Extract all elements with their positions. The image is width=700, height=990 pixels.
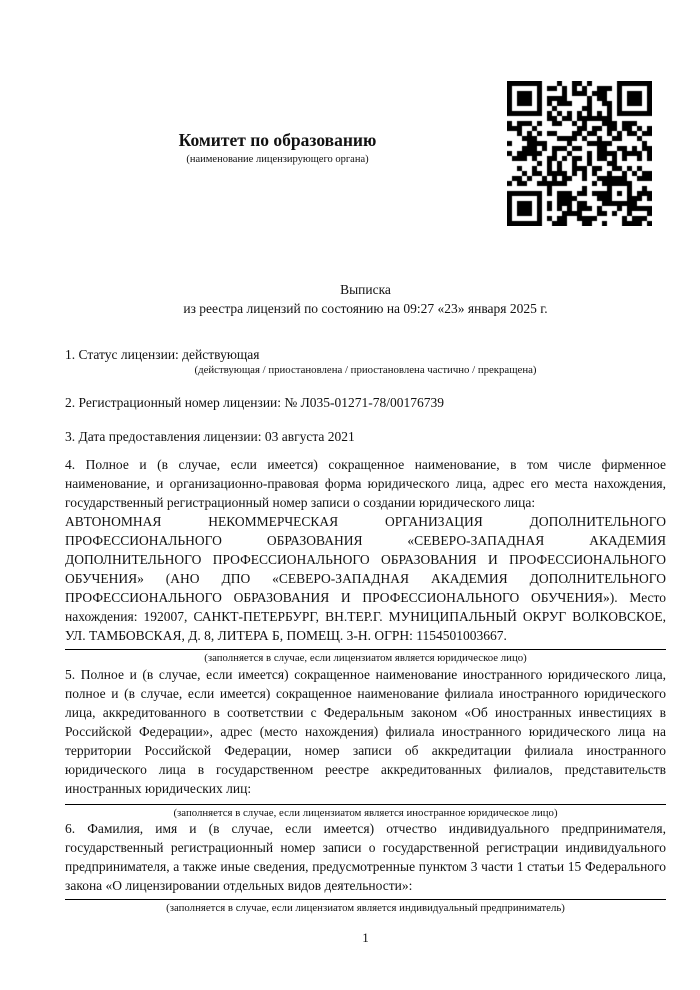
legal-entity-intro: 4. Полное и (в случае, если имеется) сокращенное наименование, в том числе фирменное наименование, и организационно-правовая форма юридического лица, адрес его места нахождения, государственный регистрационный номер записи о создании юридического лица: <box>65 457 666 510</box>
licensing-authority-name: Комитет по образованию <box>178 130 377 150</box>
individual-entrepreneur-caption: (заполняется в случае, если лицензиатом является индивидуальный предприниматель) <box>166 902 565 914</box>
section-registration-number <box>65 393 666 412</box>
divider-line <box>65 804 666 805</box>
license-status-line: 1. Статус лицензии: действующая <box>65 347 260 362</box>
qr-code-canvas <box>507 81 652 226</box>
license-status-options-caption: (действующая / приостановлена / приостановлена частично / прекращена) <box>194 364 537 376</box>
section-foreign-entity <box>65 665 666 820</box>
divider-line <box>65 899 666 900</box>
individual-entrepreneur-text: 6. Фамилия, имя и (в случае, если имеется) отчество индивидуального предпринимателя, государственный регистрационный номер записи о государственной регистрации индивидуального предпринимателя, а также иные сведения, предусмотренные пунктом 3 части 1 статьи 15 Федерального закона «О лицензировании отдельных видов деятельности»: <box>65 821 666 893</box>
document-subtitle: из реестра лицензий по состоянию на 09:27 «23» января 2025 г. <box>183 301 548 316</box>
foreign-entity-text: 5. Полное и (в случае, если имеется) сокращенное наименование иностранного юридического лица, полное и (в случае, если имеется) сокращенное наименование филиала иностранного юридического лица, аккредитованного в соответствии с Федеральным законом «Об иностранных инвестициях в Российской Федерации», адрес (место нахождения) филиала иностранного юридического лица на территории Российской Федерации, номер записи об аккредитации филиала иностранного юридического лица в государственном реестре аккредитованных филиалов, представительств иностранных юридических лиц: <box>65 667 666 796</box>
foreign-entity-caption: (заполняется в случае, если лицензиатом является иностранное юридическое лицо) <box>173 807 558 819</box>
licensing-authority-caption: (наименование лицензирующего органа) <box>186 154 369 165</box>
licensing-authority-header <box>65 130 490 166</box>
section-grant-date <box>65 427 666 446</box>
legal-entity-value: АВТОНОМНАЯ НЕКОММЕРЧЕСКАЯ ОРГАНИЗАЦИЯ ДОПОЛНИТЕЛЬНОГО ПРОФЕССИОНАЛЬНОГО ОБРАЗОВАНИЯ «СЕВЕРО-ЗАПАДНАЯ АКАДЕМИЯ ДОПОЛНИТЕЛЬНОГО ПРОФЕССИОНАЛЬНОГО ОБРАЗОВАНИЯ И ПРОФЕССИОНАЛЬНОГО ОБУЧЕНИЯ» (АНО ДПО «СЕВЕРО-ЗАПАДНАЯ АКАДЕМИЯ ДОПОЛНИТЕЛЬНОГО ПРОФЕССИОНАЛЬНОГО ОБРАЗОВАНИЯ И ПРОФЕССИОНАЛЬНОГО ОБУЧЕНИЯ»). Место нахождения: 192007, САНКТ-ПЕТЕРБУРГ, ВН.ТЕР.Г. МУНИЦИПАЛЬНЫЙ ОКРУГ ВОЛКОВСКОЕ, УЛ. ТАМБОВСКАЯ, Д. 8, ЛИТЕРА Б, ПОМЕЩ. 3-Н. ОГРН: 1154501003667. <box>65 514 666 643</box>
registration-number-line: 2. Регистрационный номер лицензии: № Л035-01271-78/00176739 <box>65 395 445 410</box>
legal-entity-caption: (заполняется в случае, если лицензиатом является юридическое лицо) <box>204 652 527 664</box>
section-legal-entity <box>65 455 666 665</box>
qr-code <box>507 81 652 226</box>
page-number: 1 <box>362 930 369 945</box>
grant-date-line: 3. Дата предоставления лицензии: 03 августа 2021 <box>65 429 355 444</box>
document-title-block <box>65 280 666 318</box>
section-individual-entrepreneur <box>65 819 666 915</box>
section-license-status <box>65 345 666 377</box>
divider-line <box>65 649 666 650</box>
document-title: Выписка <box>340 282 391 297</box>
